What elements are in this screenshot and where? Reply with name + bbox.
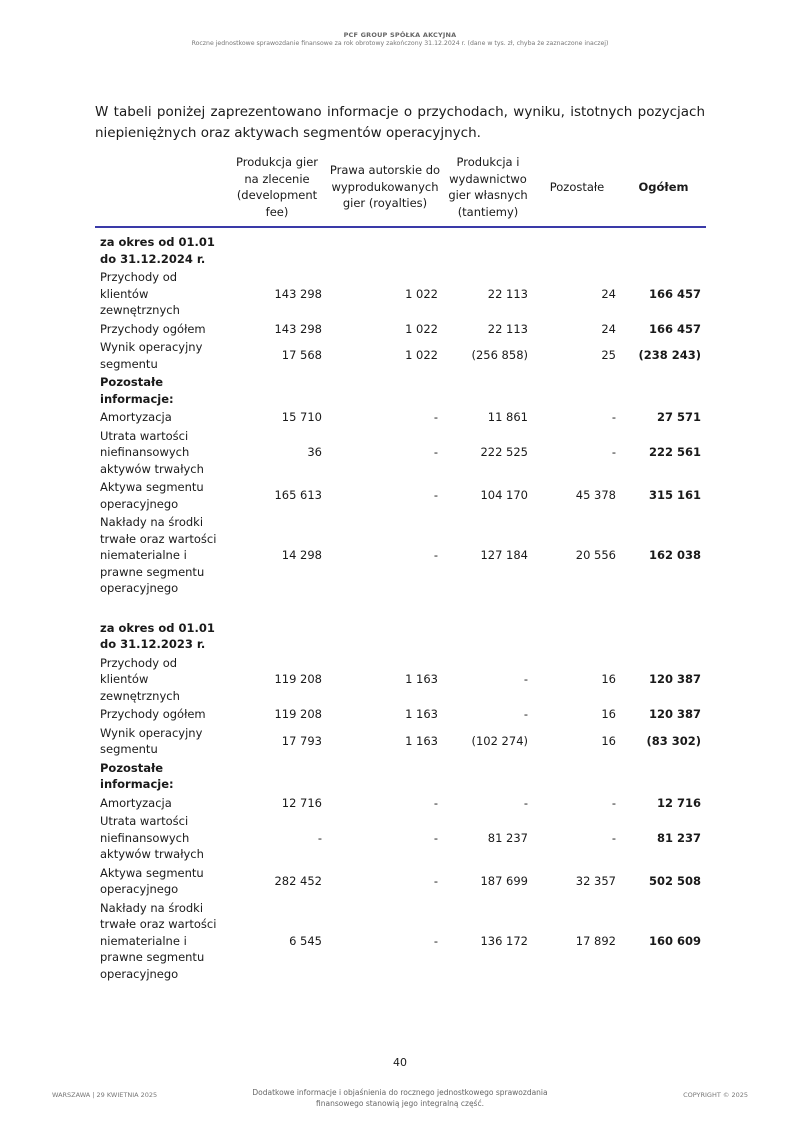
table-row xyxy=(95,268,706,320)
column-header-development-fee: Produkcja gier na zlecenie (development fee) xyxy=(227,152,327,227)
table-row xyxy=(95,899,706,984)
cell-total: 166 457 xyxy=(648,286,701,301)
footer-center: Dodatkowe informacje i objaśnienia do rocznego jednostkowego sprawozdania finansowego stanowią jego integralną część. xyxy=(252,1088,548,1108)
table-row xyxy=(95,478,706,513)
cell-value: 143 298 xyxy=(274,321,322,336)
intro-paragraph: W tabeli poniżej zaprezentowano informacje o przychodach, wyniku, istotnych pozycjach niepieniężnych oraz aktywach segmentów operacyjnych. xyxy=(95,103,705,141)
section-title: za okres od 01.01 do 31.12.2023 r. xyxy=(100,620,215,651)
cell-value: 127 184 xyxy=(480,548,528,562)
cell-value: 36 xyxy=(307,445,322,459)
cell-value: 11 861 xyxy=(487,410,528,424)
header-company: PCF GROUP SPÓŁKA AKCYJNA xyxy=(343,31,457,39)
row-subheading: Pozostałe informacje: xyxy=(100,375,174,406)
table-row xyxy=(95,338,706,373)
cell-value: 17 892 xyxy=(575,933,616,948)
table-body xyxy=(95,227,706,983)
cell-value: 15 710 xyxy=(281,410,322,424)
section-title-row xyxy=(95,227,706,268)
row-label: Utrata wartości niefinansowych aktywów trwałych xyxy=(100,814,204,861)
table-row xyxy=(95,654,706,706)
cell-value: - xyxy=(523,707,528,721)
cell-value: - xyxy=(433,795,438,810)
cell-value: 25 xyxy=(601,348,616,363)
cell-value: 1 163 xyxy=(405,672,438,686)
cell-value: 1 022 xyxy=(405,348,438,363)
cell-total: 27 571 xyxy=(656,410,701,424)
table-row xyxy=(95,705,706,724)
cell-value: 81 237 xyxy=(487,830,528,845)
cell-value: 20 556 xyxy=(575,548,616,562)
cell-value: - xyxy=(611,795,616,810)
cell-value: 45 378 xyxy=(575,488,616,503)
cell-value: 187 699 xyxy=(480,873,528,888)
column-header-label xyxy=(95,152,227,227)
cell-total: 120 387 xyxy=(648,707,701,721)
row-label: Aktywa segmentu operacyjnego xyxy=(100,865,204,896)
section-spacer xyxy=(95,598,706,614)
cell-value xyxy=(227,759,327,794)
cell-total: 502 508 xyxy=(648,873,701,888)
row-label: Nakłady na środki trwałe oraz wartości niematerialne i prawne segmentu operacyjnego xyxy=(100,900,217,981)
cell-value: 22 113 xyxy=(487,321,528,336)
cell-total: (83 302) xyxy=(646,733,701,748)
column-header-total: Ogółem xyxy=(621,152,706,227)
cell-total: 315 161 xyxy=(648,488,701,503)
cell-value: 16 xyxy=(601,707,616,721)
row-label: Przychody od klientów zewnętrznych xyxy=(100,655,180,703)
cell-value: - xyxy=(523,672,528,686)
cell-value: - xyxy=(611,410,616,424)
cell-value: 119 208 xyxy=(274,672,322,686)
table-row xyxy=(95,794,706,813)
cell-total: 160 609 xyxy=(648,933,701,948)
row-label: Amortyzacja xyxy=(100,795,172,810)
cell-value: 1 022 xyxy=(405,286,438,301)
row-label: Wynik operacyjny segmentu xyxy=(100,340,203,371)
cell-value: - xyxy=(433,830,438,845)
cell-value: 22 113 xyxy=(487,286,528,301)
cell-value: 17 568 xyxy=(281,348,322,363)
column-header-other: Pozostałe xyxy=(533,152,621,227)
cell-value: - xyxy=(523,795,528,810)
cell-value: 12 716 xyxy=(281,795,322,810)
table-row xyxy=(95,724,706,759)
cell-value xyxy=(327,373,443,408)
cell-value xyxy=(443,759,533,794)
row-label: Utrata wartości niefinansowych aktywów trwałych xyxy=(100,428,204,476)
cell-value: 136 172 xyxy=(480,933,528,948)
table-header-row xyxy=(95,152,706,227)
cell-value: 222 525 xyxy=(480,445,528,459)
table-row xyxy=(95,427,706,479)
cell-value: - xyxy=(433,548,438,562)
cell-total xyxy=(621,759,706,794)
cell-value: - xyxy=(433,488,438,503)
cell-value xyxy=(227,373,327,408)
cell-value: 17 793 xyxy=(281,733,322,748)
cell-total xyxy=(621,373,706,408)
cell-total: (238 243) xyxy=(638,348,701,363)
row-label: Wynik operacyjny segmentu xyxy=(100,725,203,756)
segments-table xyxy=(95,152,706,983)
cell-value: (102 274) xyxy=(471,733,528,748)
row-label: Przychody ogółem xyxy=(100,321,206,336)
row-label: Przychody ogółem xyxy=(100,707,206,721)
cell-total: 222 561 xyxy=(648,445,701,459)
cell-value: 6 545 xyxy=(289,933,322,948)
cell-value: 282 452 xyxy=(274,873,322,888)
cell-value: 16 xyxy=(601,672,616,686)
cell-value: (256 858) xyxy=(471,348,528,363)
row-label: Nakłady na środki trwałe oraz wartości niematerialne i prawne segmentu operacyjnego xyxy=(100,515,217,595)
cell-total: 166 457 xyxy=(648,321,701,336)
cell-value xyxy=(443,373,533,408)
cell-value: 119 208 xyxy=(274,707,322,721)
cell-value: 143 298 xyxy=(274,286,322,301)
column-header-own-games: Produkcja i wydawnictwo gier własnych (tantiemy) xyxy=(443,152,533,227)
cell-value: 24 xyxy=(601,321,616,336)
cell-total: 12 716 xyxy=(656,795,701,810)
header-subtitle: Roczne jednostkowe sprawozdanie finansowe za rok obrotowy zakończony 31.12.2024 r. (dane w tys. zł, chyba że zaznaczone inaczej) xyxy=(191,40,609,47)
footer-left: WARSZAWA | 29 KWIETNIA 2025 xyxy=(52,1091,158,1099)
cell-value: - xyxy=(611,445,616,459)
table-row xyxy=(95,759,706,794)
cell-value: - xyxy=(433,873,438,888)
row-label: Amortyzacja xyxy=(100,410,172,424)
table-row xyxy=(95,373,706,408)
cell-value: 1 022 xyxy=(405,321,438,336)
table-row xyxy=(95,812,706,864)
cell-value: 16 xyxy=(601,733,616,748)
cell-total: 162 038 xyxy=(648,548,701,562)
section-title-row xyxy=(95,614,706,654)
cell-value: - xyxy=(433,410,438,424)
table-row xyxy=(95,864,706,899)
cell-value: 32 357 xyxy=(575,873,616,888)
cell-total: 120 387 xyxy=(648,672,701,686)
section-title: za okres od 01.01 do 31.12.2024 r. xyxy=(100,235,215,266)
row-subheading: Pozostałe informacje: xyxy=(100,760,174,791)
table-row xyxy=(95,320,706,339)
cell-value: 1 163 xyxy=(405,733,438,748)
cell-value: - xyxy=(611,830,616,845)
cell-value: - xyxy=(433,933,438,948)
cell-value: 24 xyxy=(601,286,616,301)
cell-value: - xyxy=(317,830,322,845)
cell-value xyxy=(533,373,621,408)
cell-value xyxy=(533,759,621,794)
row-label: Przychody od klientów zewnętrznych xyxy=(100,270,180,317)
column-header-royalties: Prawa autorskie do wyprodukowanych gier (royalties) xyxy=(327,152,443,227)
footer-right: COPYRIGHT © 2025 xyxy=(683,1091,748,1099)
cell-value xyxy=(327,759,443,794)
cell-total: 81 237 xyxy=(656,830,701,845)
table-row xyxy=(95,513,706,598)
row-label: Aktywa segmentu operacyjnego xyxy=(100,480,204,511)
table-row xyxy=(95,408,706,427)
cell-value: 14 298 xyxy=(281,548,322,562)
cell-value: 1 163 xyxy=(405,707,438,721)
cell-value: 165 613 xyxy=(274,488,322,503)
page-number: 40 xyxy=(393,1056,407,1069)
cell-value: 104 170 xyxy=(480,488,528,503)
cell-value: - xyxy=(433,445,438,459)
